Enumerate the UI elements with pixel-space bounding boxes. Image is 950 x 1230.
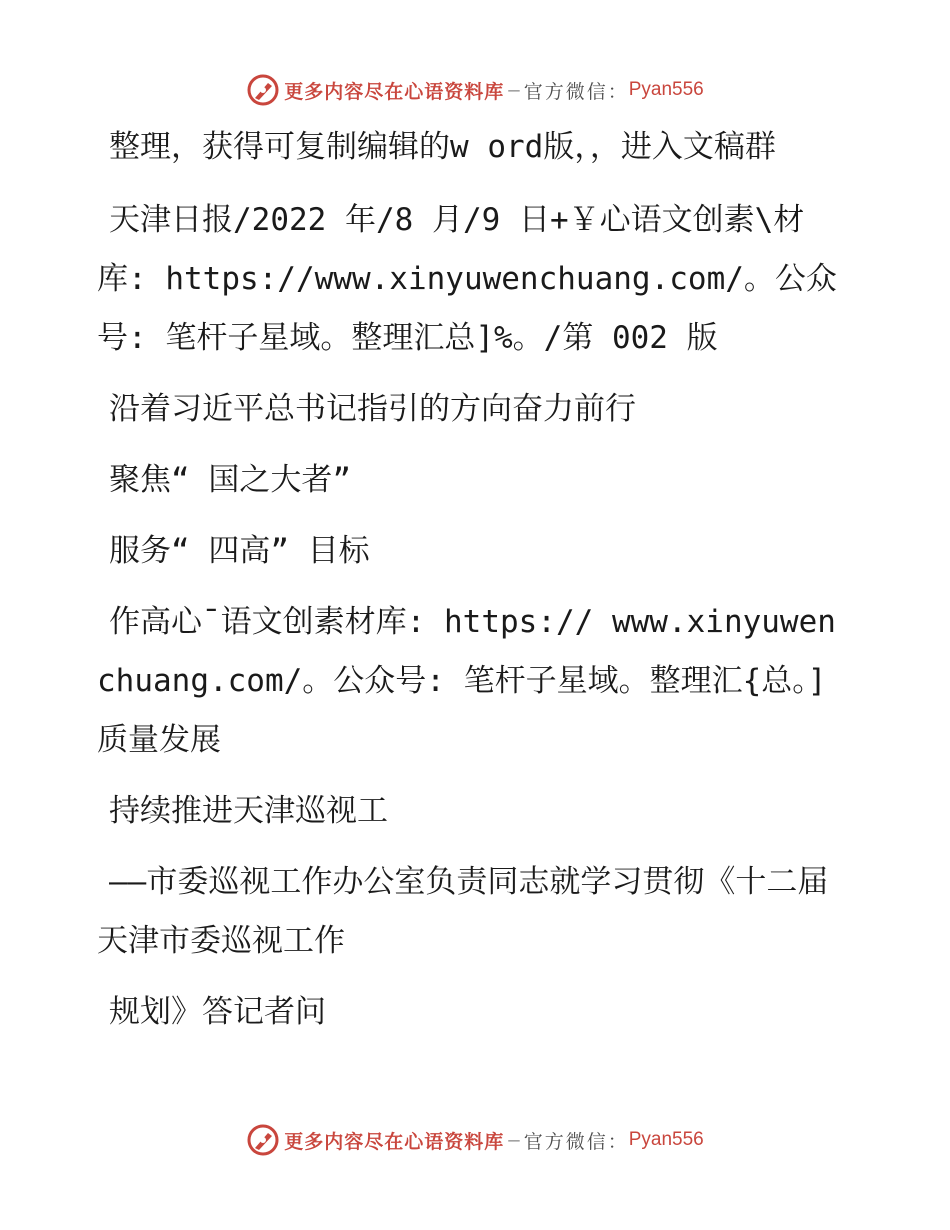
watermark-wechat-id: Pyan556 <box>628 1129 704 1150</box>
document-body <box>97 118 837 1054</box>
header-watermark-banner <box>0 70 950 110</box>
pen-circle-logo-icon <box>246 73 280 107</box>
pen-circle-logo-icon <box>246 1123 280 1157</box>
paragraph-intro: 整理，获得可复制编辑的w ord版，，进入文稿群 <box>109 129 776 165</box>
paragraph-headline: 沿着习近平总书记指引的方向奋力前行 <box>109 391 636 427</box>
watermark-dash: — <box>508 1129 520 1151</box>
paragraph-title-sub: ——市委巡视工作办公室负责同志就学习贯彻《十二届天津市委巡视工作 <box>97 864 829 959</box>
watermark-wechat-label: 官方微信： <box>523 80 629 103</box>
paragraph-title: 持续推进天津巡视工 <box>109 793 388 829</box>
watermark-wechat-label: 官方微信： <box>523 1130 629 1153</box>
paragraph-subhead-1: 聚焦“ 国之大者” <box>109 462 351 498</box>
watermark-brand-text: 更多内容尽在心语资料库 <box>284 80 505 103</box>
watermark-dash: — <box>508 79 520 101</box>
footer-watermark-banner <box>0 1120 950 1160</box>
paragraph-subhead-3: 作高心¯语文创素材库: https:// www.xinyuwenchuang.com/。公众号: 笔杆子星域。整理汇{总。]质量发展 <box>97 604 836 758</box>
paragraph-title-end: 规划》答记者问 <box>109 994 326 1030</box>
watermark-wechat-id: Pyan556 <box>628 79 704 100</box>
paragraph-source: 天津日报/2022 年/8 月/9 日+￥心语文创素\材库: https://www.xinyuwenchuang.com/。公众号: 笔杆子星域。整理汇总]%。/第 002 版 <box>97 202 837 356</box>
paragraph-subhead-2: 服务“ 四高” 目标 <box>109 533 370 569</box>
watermark-brand-text: 更多内容尽在心语资料库 <box>284 1130 505 1153</box>
